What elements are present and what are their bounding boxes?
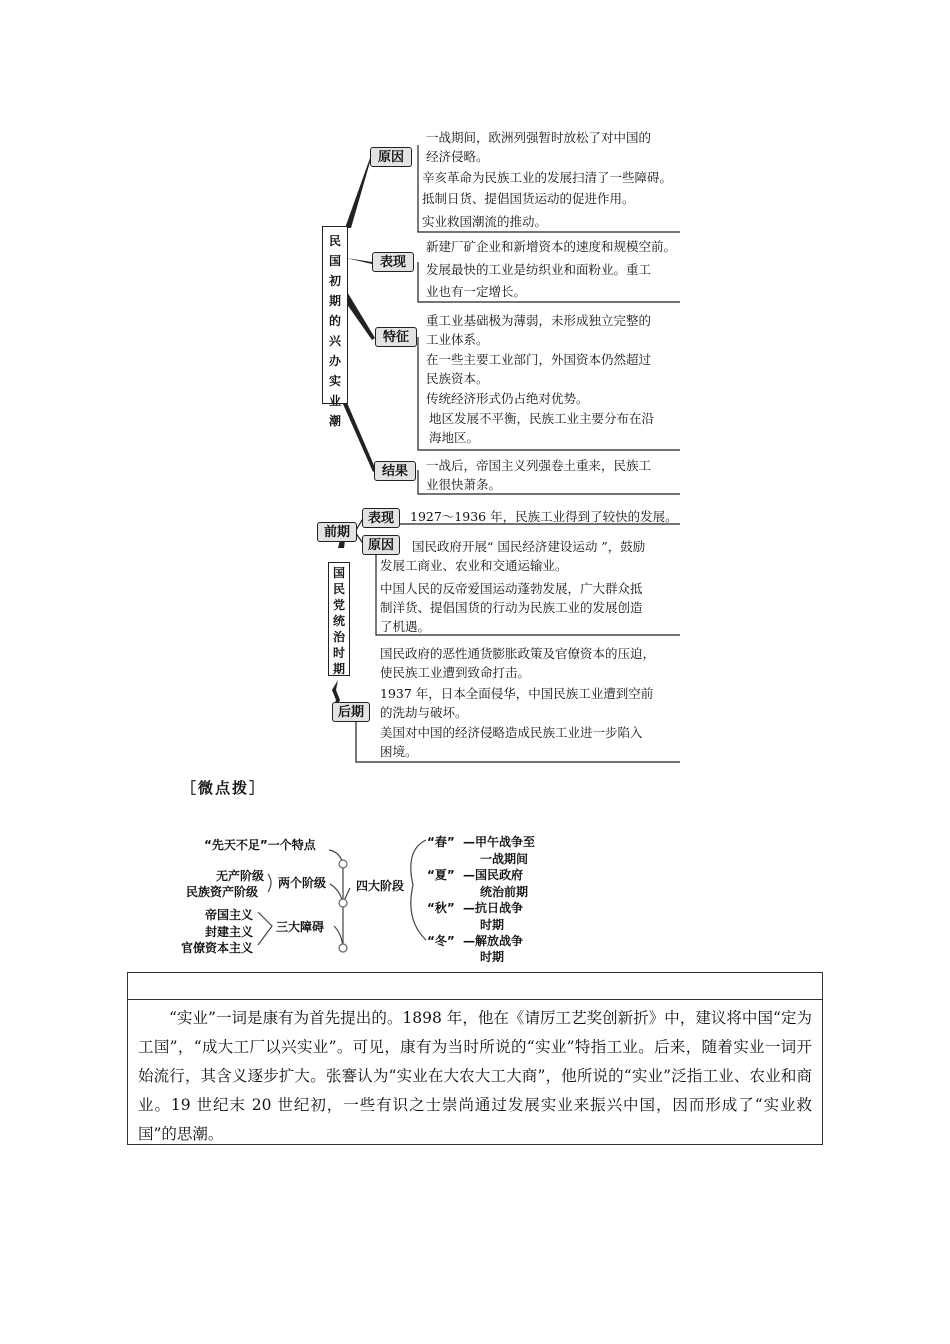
late-item: 国民政府的恶性通货膨胀政策及官僚资本的压迫， (380, 646, 656, 661)
branch-label-feature: 特征 (375, 327, 417, 347)
note-box (127, 972, 823, 1145)
feature-item: 重工业基础极为薄弱，未形成独立完整的 (426, 313, 652, 328)
stage-autumn-name: “秋” (427, 901, 455, 915)
stage-spring-name: “春” (427, 835, 455, 849)
early-cause-item: 国民政府开展“ 国民经济建设运动 ”，鼓励 (412, 539, 646, 554)
feature-item: 民族资本。 (426, 371, 489, 386)
cause-item: 实业救国潮流的推动。 (422, 214, 548, 229)
tip-heading: ［微点拨］ (181, 779, 267, 797)
obstacle-imperialism: 帝国主义 (205, 908, 254, 922)
feature-item: 传统经济形式仍占绝对优势。 (426, 391, 589, 406)
stage-spring-text: 一战期间 (480, 852, 529, 866)
stage-winter-name: “冬” (427, 934, 455, 948)
feature-item: 在一些主要工业部门，外国资本仍然超过 (426, 352, 652, 367)
stage-autumn-text: 时期 (480, 918, 505, 932)
stage-spring-text: —甲午战争至 (463, 835, 536, 849)
manifestation-item: 发展最快的工业是纺织业和面粉业。重工 (426, 262, 652, 277)
note-box-body: “实业”一词是康有为首先提出的。1898 年，他在《请厉工艺奖创新折》中，建议将中国“定为工国”，“成大工厂以兴实业”。可见，康有为当时所说的“实业”特指工业。后来，随着实业一词开始流行，其含义逐步扩大。张謇认为“实业在大农大工大商”，他所说的“实业”泛指工业、农业和商业。19 世纪末 20 世纪初，一些有识之士崇尚通过发展实业来振兴中国，因而形成了“实业救国”的思潮。 (138, 1009, 812, 1143)
stage-summer-name: “夏” (427, 868, 455, 882)
late-item: 美国对中国的经济侵略造成民族工业进一步陷入 (380, 725, 643, 740)
feature-item: 地区发展不平衡，民族工业主要分布在沿 (429, 411, 655, 426)
class-bourgeoisie: 民族资产阶级 (186, 885, 259, 899)
early-cause-item: 制洋货、提倡国货的行动为民族工业的发展创造 (380, 600, 643, 615)
stage-summer-text: —国民政府 (463, 868, 524, 882)
cause-item: 一战期间，欧洲列强暂时放松了对中国的 (426, 130, 652, 145)
stage-summer-text: 统治前期 (480, 885, 529, 899)
early-cause-item: 中国人民的反帝爱国运动蓬勃发展，广大群众抵 (380, 581, 643, 596)
feature-item: 工业体系。 (426, 332, 489, 347)
early-cause-item: 了机遇。 (380, 619, 431, 634)
early-sub-label-manifestation: 表现 (362, 508, 400, 528)
branch-label-cause: 原因 (370, 147, 412, 167)
map2-title: 国 民 党 统 治 时 期 (328, 562, 350, 676)
early-sub-label-cause: 原因 (362, 535, 400, 555)
late-item: 的洗劫与破坏。 (380, 705, 468, 720)
late-item: 使民族工业遭到致命打击。 (380, 665, 531, 680)
result-item: 业很快萧条。 (426, 477, 502, 492)
obstacles-label: 三大障碍 (276, 920, 325, 934)
stage-autumn-text: —抗日战争 (463, 901, 524, 915)
feature-label: “先天不足”一个特点 (204, 838, 316, 852)
result-item: 一战后，帝国主义列强卷土重来，民族工 (426, 458, 652, 473)
stages-label: 四大阶段 (356, 879, 405, 893)
obstacle-bureaucratic-capitalism: 官僚资本主义 (181, 941, 254, 955)
branch-label-result: 结果 (374, 461, 416, 481)
late-item: 困境。 (380, 744, 418, 759)
cause-item: 抵制日货、提倡国货运动的促进作用。 (422, 191, 635, 206)
classes-label: 两个阶级 (278, 876, 327, 890)
period-label-early: 前期 (317, 522, 357, 542)
period-label-late: 后期 (332, 702, 370, 722)
late-item: 1937 年，日本全面侵华，中国民族工业遭到空前 (380, 686, 654, 701)
cause-item: 经济侵略。 (426, 149, 489, 164)
stage-winter-text: 时期 (480, 950, 505, 964)
cause-item: 辛亥革命为民族工业的发展扫清了一些障碍。 (422, 170, 673, 185)
obstacle-feudalism: 封建主义 (205, 925, 254, 939)
branch-label-manifestation: 表现 (372, 252, 414, 272)
class-proletariat: 无产阶级 (216, 869, 265, 883)
early-cause-item: 发展工商业、农业和交通运输业。 (380, 558, 568, 573)
feature-item: 海地区。 (429, 430, 480, 445)
early-manifestation-item: 1927～1936 年，民族工业得到了较快的发展。 (410, 509, 678, 524)
note-box-heading (128, 973, 822, 1000)
map1-title: 民 国 初 期 的 兴 办 实 业 潮 (322, 226, 348, 404)
manifestation-item: 新建厂矿企业和新增资本的速度和规模空前。 (426, 239, 677, 254)
stage-winter-text: —解放战争 (463, 934, 524, 948)
manifestation-item: 业也有一定增长。 (426, 284, 527, 299)
